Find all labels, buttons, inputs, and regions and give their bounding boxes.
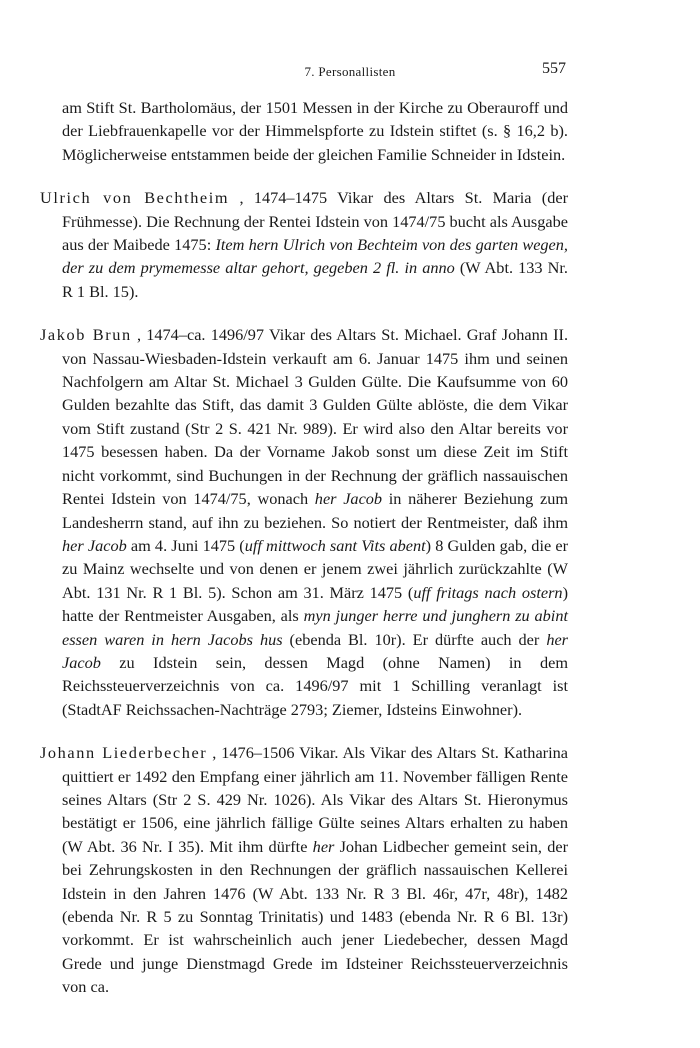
text-segment: , 1474–ca. 1496/97 Vikar des Altars St. Michael. Graf Johann II. von Nassau-Wiesbaden-Idstein verkauft am 6. Januar 1475 ihm und seinen Nachfolgern am Altar St. Michael 3 Gulden Gülte. Die Kaufsumme von 60 Gulden bezahlte das Stift, das damit 3 Gulden Gülte ablöste, die dem Vikar vom Stift zustand (Str 2 S. 421 Nr. 989). Er wird also den Altar bereits vor 1475 besessen haben. Da der Vorname Jakob sonst um diese Zeit im Stift nicht vorkommt, sind Buchungen in der Rechnung der gräflich nassauischen Rentei Idstein von 1474/75, wonach	[62, 325, 569, 509]
entry-ulrich-von-bechtheim	[40, 186, 568, 303]
page-number: 557	[542, 60, 566, 77]
text-segment: ) hatte der Rentmeister Ausgaben, als	[62, 582, 568, 626]
italic-quote-segment: her Jacob	[62, 535, 127, 555]
text-segment: (ebenda Bl. 10r). Er dürfte auch der	[282, 629, 547, 649]
text-segment: Johan Lidbecher gemeint sein, der bei Zehrungskosten in den Rechnungen der gräflich nassauischen Kellerei Idstein in den Jahren 1476 (W Abt. 133 Nr. R 3 Bl. 46r, 47r, 48r), 1482 (ebenda Nr. R 5 zu Sonntag Trinitatis) und 1483 (ebenda Nr. R 6 Bl. 13r) vorkommt. Er ist wahrscheinlich auch jener Liedebecher, dessen Magd Grede und junge Dienstmagd Grede im Idsteiner Reichssteuerverzeichnis von ca.	[62, 836, 569, 997]
italic-quote-segment: her Jacob	[314, 489, 383, 509]
text-segment: in näherer Beziehung zum Landesherrn stand, auf ihn zu beziehen. So notiert der Rentmeister, daß ihm	[62, 489, 568, 532]
running-title: 7. Personallisten	[304, 64, 396, 79]
entry-johann-liederbecher	[40, 741, 568, 998]
text-segment: am 4. Juni 1475 (	[126, 535, 245, 555]
italic-quote-segment: uff fritags nach ostern	[413, 582, 563, 602]
italic-quote-segment: uff mittwoch sant Vits abent	[244, 535, 426, 555]
entry-name: Johann Liederbecher	[40, 743, 208, 763]
italic-quote-segment: her Jacob	[62, 629, 569, 672]
italic-quote-segment: her	[312, 836, 335, 856]
entry-name: Ulrich von Bechtheim	[40, 188, 230, 208]
text-segment: ) 8 Gulden gab, die er zu Mainz wechselte und von denen er jenem zwei jährlich zurückzahlte (W Abt. 131 Nr. R 1 Bl. 5). Schon am 31. März 1475 (	[62, 535, 568, 602]
text-segment: , 1474–1475 Vikar des Altars St. Maria (der Frühmesse). Die Rechnung der Rentei Idstein von 1474/75 bucht als Ausgabe aus der Maibede 1475:	[62, 188, 569, 255]
italic-quote-segment: Item hern Ulrich von Bechteim von des garten wegen, der zu dem prymemesse altar gehort, gegeben 2 fl. in anno	[62, 235, 568, 278]
entry-jakob-brun	[40, 323, 568, 721]
text-segment: zu Idstein sein, dessen Magd (ohne Namen) in dem Reichssteuerverzeichnis von ca. 1496/97 mit 1 Schilling veranlagt ist (StadtAF Reichssachen-Nachträge 2793; Ziemer, Idsteins Einwohner).	[62, 652, 568, 719]
paragraph-continuation	[40, 96, 568, 166]
text-body	[40, 96, 568, 1019]
entry-name: Jakob Brun	[40, 325, 132, 345]
running-header	[0, 60, 700, 86]
italic-quote-segment: myn junger herre und junghern zu abint essen waren in hern Jacobs hus	[62, 606, 568, 649]
text-segment: am Stift St. Bartholomäus, der 1501 Messen in der Kirche zu Oberauroff und der Liebfrauenkapelle vor der Himmelspforte zu Idstein stiftet (s. § 16,2 b). Möglicherweise entstammen beide der gleichen Familie Schneider in Idstein.	[62, 98, 568, 164]
text-segment: (W Abt. 133 Nr. R 1 Bl. 15).	[62, 258, 568, 301]
text-segment: , 1476–1506 Vikar. Als Vikar des Altars St. Katharina quittiert er 1492 den Empfang einer jährlich am 11. November fälligen Rente seines Altars (Str 2 S. 429 Nr. 1026). Als Vikar des Altars St. Hieronymus bestätigt er 1506, eine jährlich fällige Gülte seines Altars erhalten zu haben (W Abt. 36 Nr. I 35). Mit ihm dürfte	[62, 743, 568, 856]
